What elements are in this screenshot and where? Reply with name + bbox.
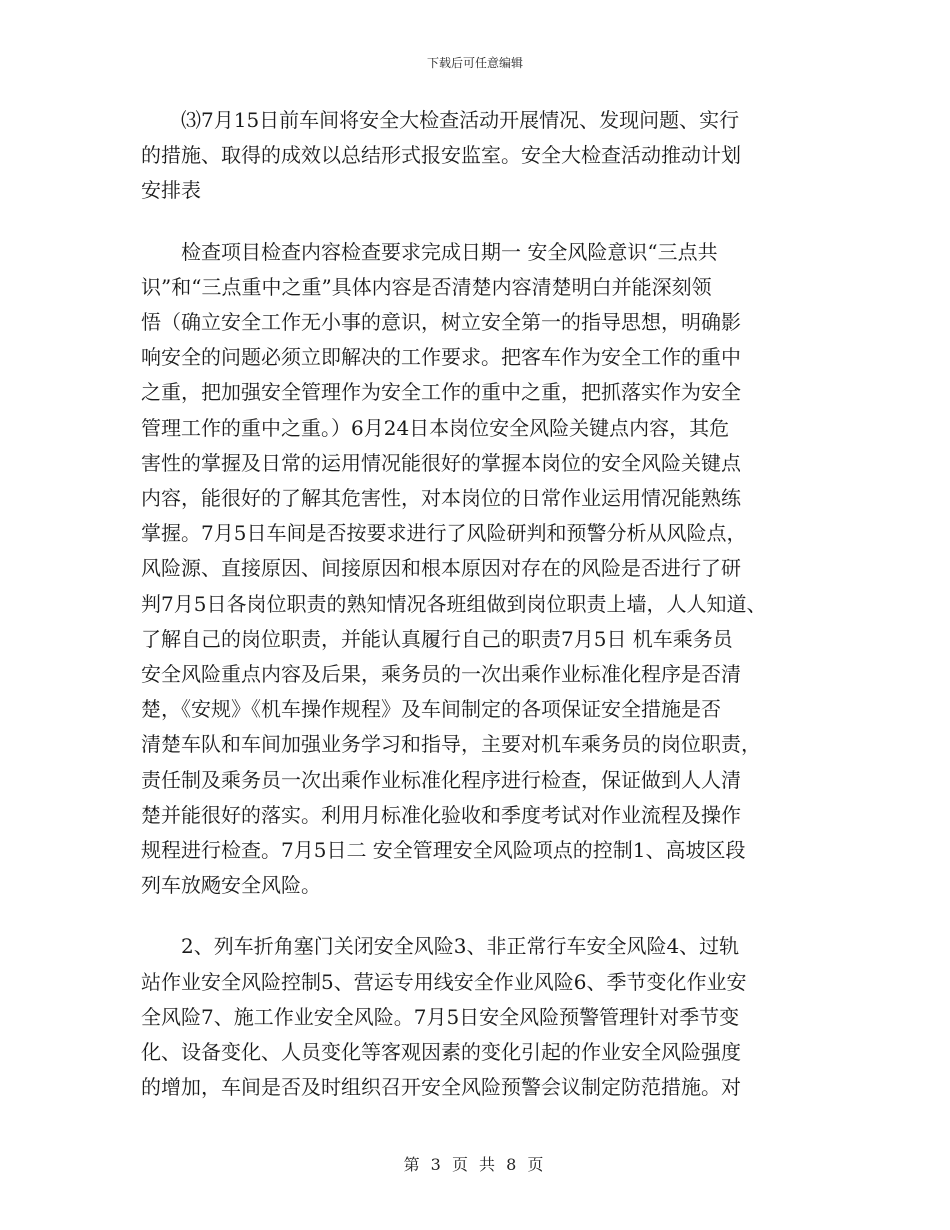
text-line: 化、设备变化、人员变化等客观因素的变化引起的作业安全风险强度 [141,1040,741,1065]
text-line: 的增加，车间是否及时组织召开安全风险预警会议制定防范措施。对 [141,1075,741,1100]
text-line: 安排表 [141,178,201,203]
text-line: 检查项目检查内容检查要求完成日期一 安全风险意识“三点共 [181,239,718,264]
text-line: 2、列车折角塞门关闭安全风险3、非正常行车安全风险4、过轨 [181,934,740,959]
text-line: 内容，能很好的了解其危害性，对本岗位的日常作业运用情况能熟练 [141,486,741,511]
text-line: ⑶7月15日前车间将安全大检查活动开展情况、发现问题、实行 [181,108,740,132]
text-line: 全风险7、施工作业安全风险。7月5日安全风险预警管理针对季节变 [141,1004,740,1029]
paragraph-3 [141,929,816,1105]
document-body [141,103,816,1105]
text-line: 悟（确立安全工作无小事的意识，树立安全第一的指导思想，明确影 [141,310,741,335]
text-line: 楚并能很好的落实。利用月标准化验收和季度考试对作业流程及操作 [141,802,741,827]
text-line: 掌握。7月5日车间是否按要求进行了风险研判和预警分析从风险点， [141,521,747,546]
text-line: 风险源、直接原因、间接原因和根本原因对存在的风险是否进行了研 [141,556,741,581]
text-line: 站作业安全风险控制5、营运专用线安全作业风险6、季节变化作业安 [141,969,747,994]
text-line: 管理工作的重中之重。）6月24日本岗位安全风险关键点内容，其危 [141,415,730,440]
text-line: 安全风险重点内容及后果，乘务员的一次出乘作业标准化程序是否清 [141,662,741,687]
text-line: 规程进行检查。7月5日二 安全管理安全风险项点的控制1、高坡区段 [141,838,746,863]
text-line: 判7月5日各岗位职责的熟知情况各班组做到岗位职责上墙，人人知道、 [141,591,767,616]
paragraph-1 [141,103,816,209]
text-line: 的措施、取得的成效以总结形式报安监室。安全大检查活动推动计划 [141,143,741,168]
text-line: 识”和“三点重中之重”具体内容是否清楚内容清楚明白并能深刻领 [141,274,712,299]
page-header: 下载后可任意编辑 [426,56,523,70]
text-line: 了解自己的岗位职责，并能认真履行自己的职责7月5日 机车乘务员 [141,626,733,651]
text-line: 列车放飏安全风险。 [141,873,321,898]
text-line: 害性的掌握及日常的运用情况能很好的掌握本岗位的安全风险关键点 [141,450,741,475]
text-line: 响安全的问题必须立即解决的工作要求。把客车作为安全工作的重中 [141,345,741,370]
paragraph-2 [141,235,816,904]
text-line: 清楚车队和车间加强业务学习和指导，主要对机车乘务员的岗位职责， [141,732,761,757]
text-line: 楚，《安规》《机车操作规程》及车间制定的各项保证安全措施是否 [141,697,721,722]
text-line: 责任制及乘务员一次出乘作业标准化程序进行检查，保证做到人人清 [141,767,741,792]
text-line: 之重，把加强安全管理作为安全工作的重中之重，把抓落实作为安全 [141,380,741,405]
page-footer: 第 3 页 共 8 页 [403,1155,547,1174]
